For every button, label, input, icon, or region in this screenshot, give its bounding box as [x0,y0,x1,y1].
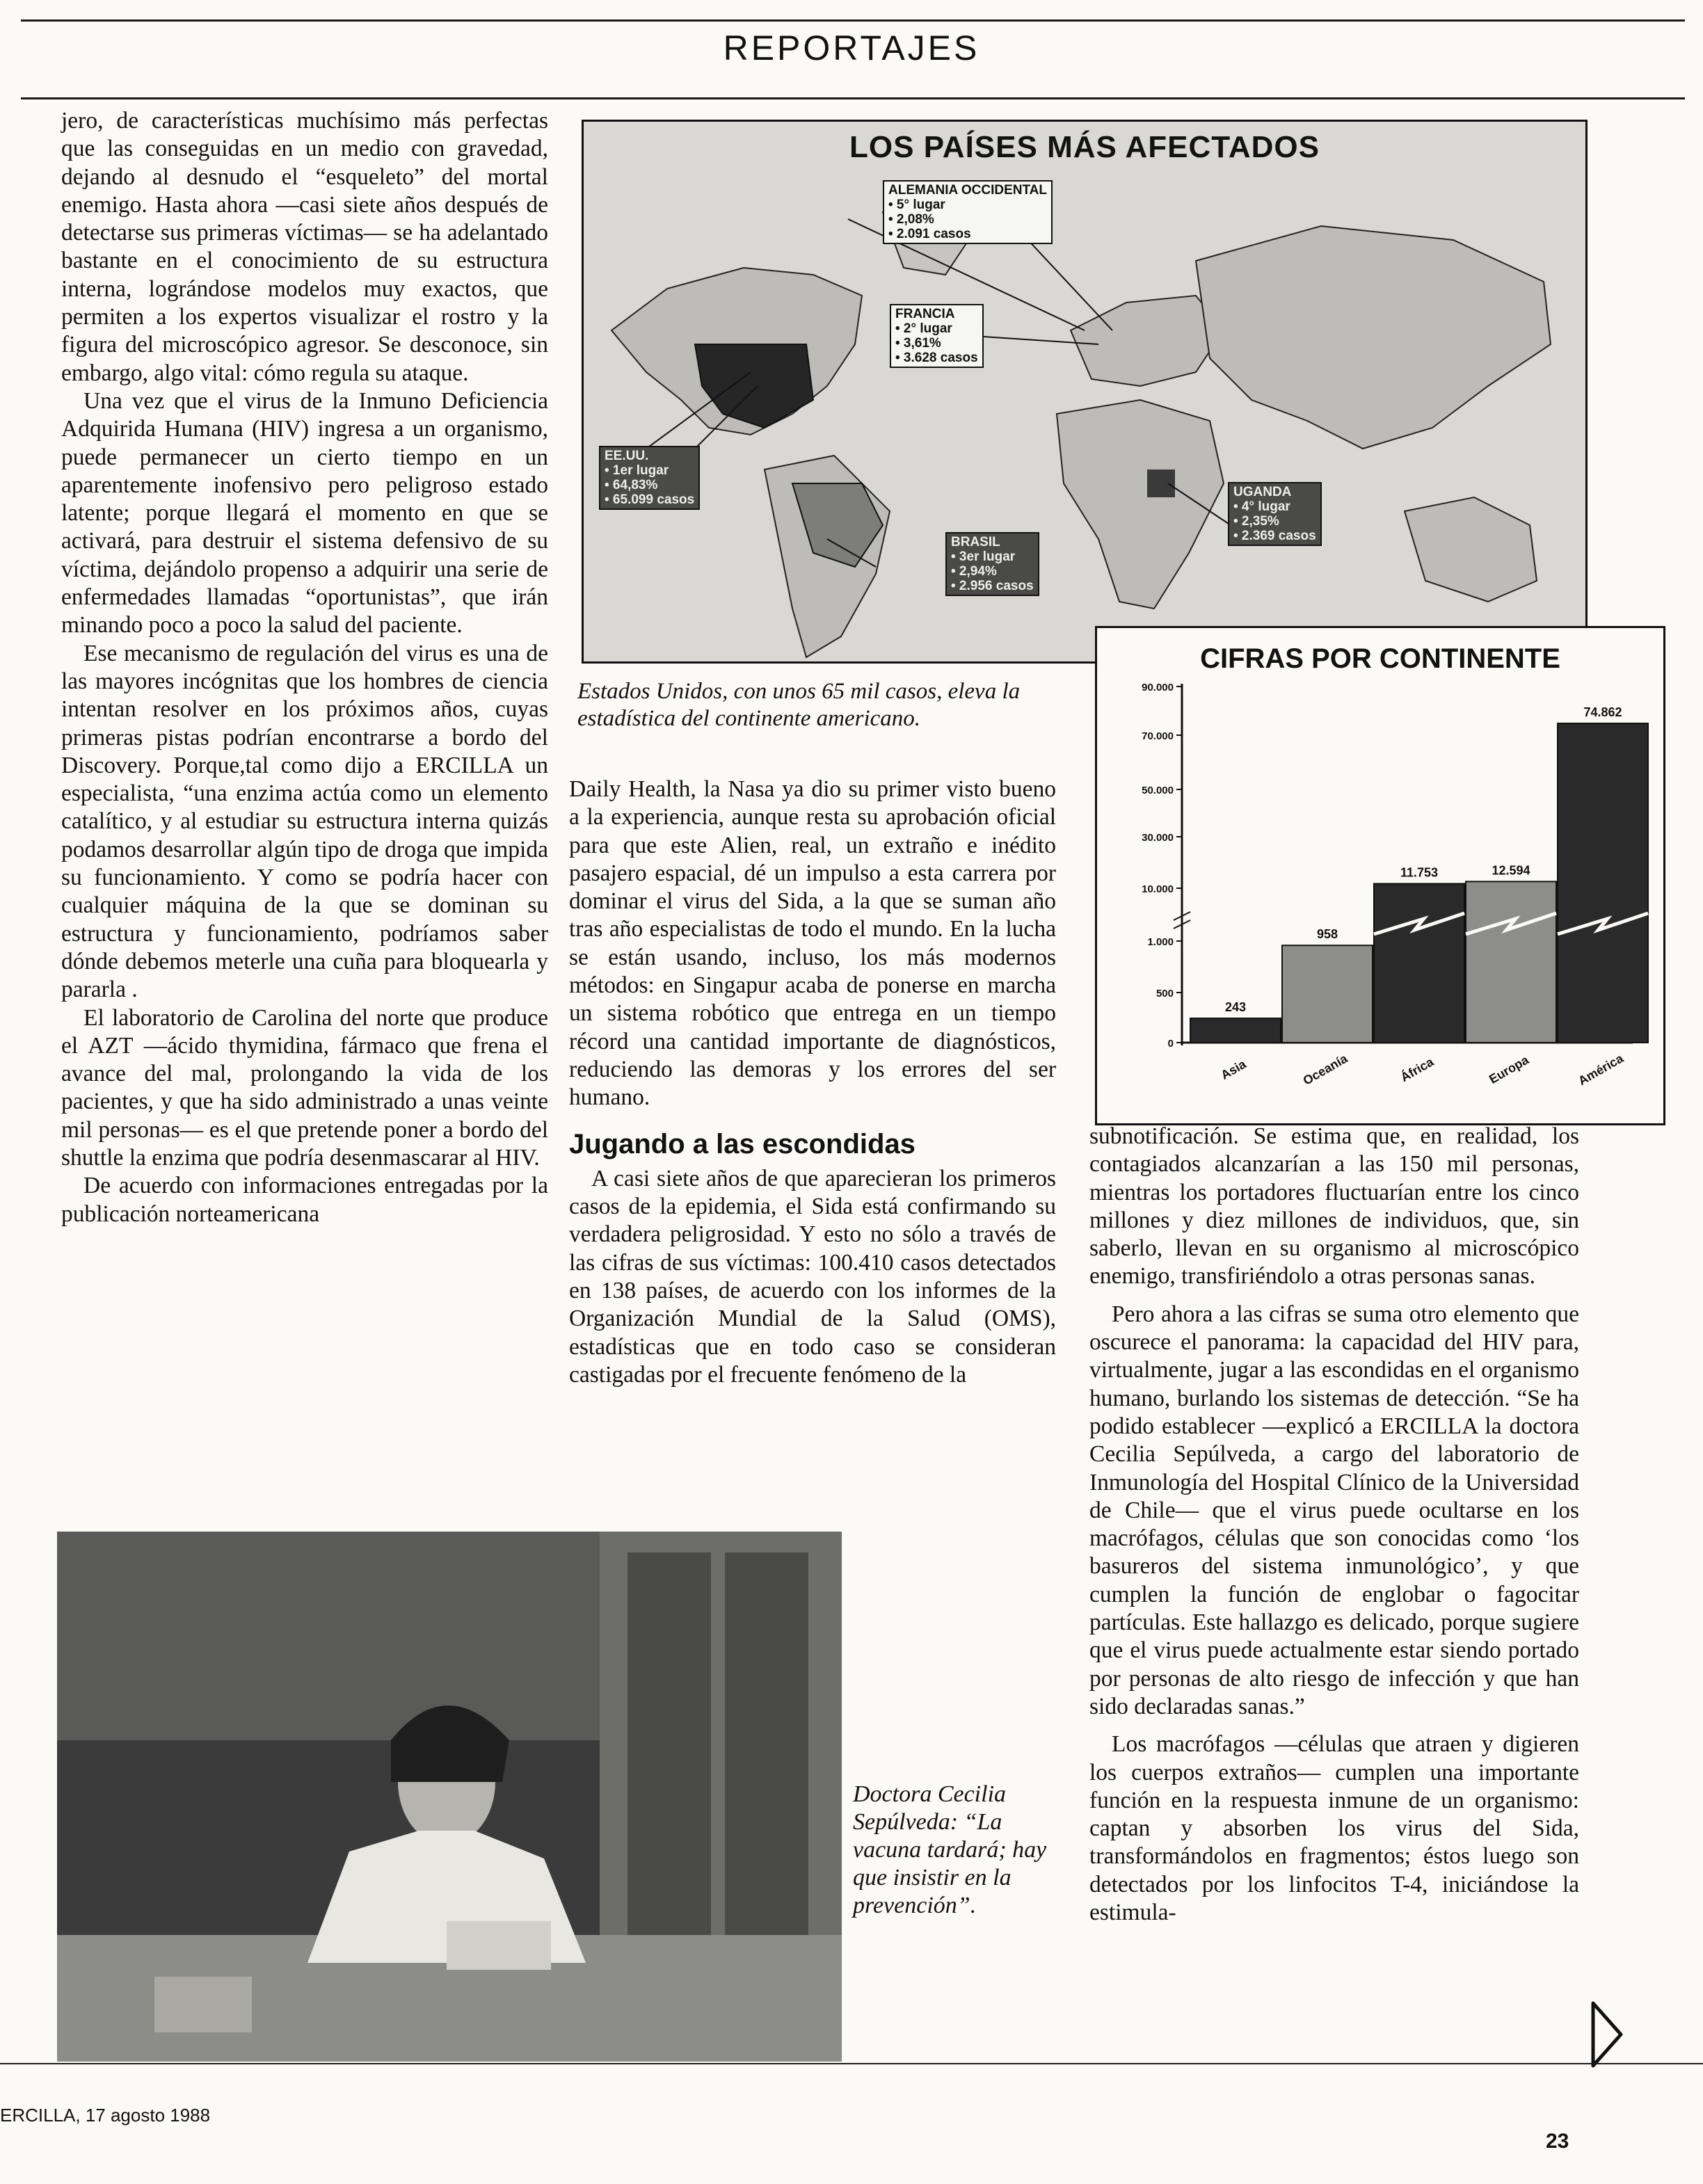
continue-arrow-icon [1586,1996,1628,2073]
paragraph: Daily Health, la Nasa ya dio su primer visto bueno a la experiencia, aunque resta su aprobación oficial para que este Alien, real, un extraño e inédito pasajero espacial, dé un impulso a esta carrera por dominar el virus del Sida, a la que se suman año tras año especialistas de todo el mundo. En la lucha se están usando, incluso, los más modernos métodos: en Singapur acaba de ponerse en marcha un sistema robótico que entrega en un tiempo récord una cantidad importante de diagnósticos, reduciendo las demoras y los errores del ser humano. [569,776,1056,1111]
info-box-france [890,304,984,368]
category-label: Asia [1218,1057,1249,1082]
percentage: • 2,94% [951,564,997,579]
cases: • 65.099 casos [605,492,695,507]
info-box-usa [599,446,700,510]
info-box-brazil [945,532,1039,596]
world-map-graphic [582,120,1588,664]
info-box-uganda [1228,482,1322,546]
percentage: • 3,61% [895,336,941,351]
bar-value-label: 74.862 [1583,705,1622,719]
paragraph: De acuerdo con informaciones entregadas por la publicación norteamericana [61,1173,548,1227]
column-1 [61,107,548,1228]
column-2 [569,776,1056,1389]
subheading: Jugando a las escondidas [569,1128,916,1159]
percentage: • 2,08% [888,212,934,227]
y-tick-label: 70.000 [1142,730,1174,742]
paragraph: A casi siete años de que aparecieran los primeros casos de la epidemia, el Sida está confirmando su verdadera peligrosidad. Y esto no sólo a través de las cifras de sus víctimas: 100.410 casos detectados en 138 países, de acuerdo con los informes de la Organización Mundial de la Salud (OMS), estadísticas que en todo caso se consideran castigadas por el frecuente fenómeno de la [569,1165,1056,1388]
photo-caption: Doctora Cecilia Sepúlveda: “La vacuna tardará; hay que insistir en la prevención”. [853,1781,1047,1918]
paragraph: Ese mecanismo de regulación del virus es una de las mayores incógnitas que los hombres de ciencia intentan resolver en los próximos años, cuyas primeras pistas podrían encontrarse a bordo del Discovery. Porque,tal como dijo a ERCILLA un especialista, “una enzima actúa como un elemento catalítico, y al estudiar su estructura interna quizás podamos desarrollar algún tipo de droga que impida su funcionamiento. Y como se podría hacer con cualquier máquina de la que se dominan su estructura y funcionamiento, podríamos saber dónde debemos meterle una cuña para bloquearla y pararla . [61,640,548,1003]
continent-bar-chart [1095,626,1665,1125]
map-caption: Estados Unidos, con unos 65 mil casos, eleva la estadística del continente americano. [577,679,1021,731]
category-label: África [1398,1054,1437,1085]
paragraph: subnotificación. Se estima que, en realidad, los contagiados alcanzarían a las 150 mil personas, mientras los portadores fluctuarían entre los cinco millones y diez millones de individuos, que, sin saberlo, llevan en su organismo al microscópico enemigo, transfiriéndolo a otras personas sanas. [1089,1123,1579,1290]
paragraph: El laboratorio de Carolina del norte que produce el AZT —ácido thymidina, fármaco que frena el avance del mal, prolongando la vida de los pacientes, y que ha sido administrado a unas veinte mil personas— es el que pretende poner a bordo del shuttle la enzima que podría desenmascarar al HIV. [61,1004,548,1171]
y-tick-label: 90.000 [1142,682,1174,693]
country-name: BRASIL [951,535,1000,549]
chart-plot [1097,628,1663,1123]
section-title: REPORTAJES [723,29,980,67]
chart-title: CIFRAS POR CONTINENTE [1200,643,1560,674]
bar-value-label: 11.753 [1400,865,1439,880]
rank: • 2° lugar [895,321,952,336]
country-name: UGANDA [1233,485,1292,499]
y-tick-label: 30.000 [1142,832,1174,844]
y-tick-label: 500 [1156,988,1174,999]
map-title: LOS PAÍSES MÁS AFECTADOS [849,130,1320,164]
paragraph: Los macrófagos —células que atraen y digieren los cuerpos extraños— cumplen una importante función en la respuesta inmune de un organismo: captan y absorben los virus del Sida, transformándolos en fragmentos; éstos luego son detectados por los linfocitos T-4, iniciándose la estimula- [1089,1731,1579,1926]
cases: • 2.369 casos [1233,529,1316,543]
country-name: ALEMANIA OCCIDENTAL [888,183,1047,198]
category-label: Oceanía [1300,1051,1350,1088]
cases: • 2.091 casos [888,227,971,241]
y-tick-label: 0 [1167,1038,1174,1050]
bar-value-label: 12.594 [1492,863,1530,878]
rank: • 3er lugar [951,549,1016,564]
y-tick-label: 50.000 [1142,785,1174,796]
footer-issue: ERCILLA, 17 agosto 1988 [0,2105,211,2126]
category-label: Europa [1487,1052,1531,1086]
country-name: FRANCIA [895,307,955,321]
bar-america [1558,723,1648,1043]
y-tick-label: 1.000 [1147,936,1174,948]
page-number: 23 [1546,2130,1569,2153]
cases: • 3.628 casos [895,351,978,365]
y-tick-label: 10.000 [1142,883,1174,895]
paragraph: Una vez que el virus de la Inmuno Deficiencia Adquirida Humana (HIV) ingresa a un organismo, puede permanecer un cierto tiempo en un aparentemente inofensivo pero peligroso estado latente; porque llegará el momento en que se activará, para destruir el sistema defensivo de su víctima, dejándolo propenso a adquirir una serie de enfermedades llamadas “oportunistas”, que irán minando poco a poco la salud del paciente. [61,387,548,639]
category-label: América [1576,1051,1626,1089]
bar-asia [1190,1018,1281,1043]
header-rule-bottom [21,97,1685,99]
bar-value-label: 958 [1316,927,1338,942]
percentage: • 2,35% [1233,514,1279,529]
bar-value-label: 243 [1224,1000,1247,1015]
country-name: EE.UU. [605,449,649,463]
bar-oceania [1282,945,1373,1043]
info-box-germany [883,180,1053,244]
bar-africa [1374,884,1464,1043]
header-rule-top [21,19,1685,22]
world-map-icon [584,122,1585,661]
photo-image [57,1532,842,2062]
paragraph: jero, de características muchísimo más perfectas que las conseguidas en un medio con gravedad, dejando al desnudo el “esqueleto” del mortal enemigo. Hasta ahora —casi siete años después de detectarse sus primeras víctimas— se ha adelantado bastante en el conocimiento de su estructura interna, lográndose modelos muy exactos, que permiten a los expertos visualizar el rostro y la figura del microscópico agresor. Se desconoce, sin embargo, algo vital: cómo regula su ataque. [61,108,548,386]
column-3 [1089,1123,1579,1927]
percentage: • 64,83% [605,478,658,492]
footer-rule [0,2063,1703,2064]
rank: • 4° lugar [1233,499,1290,514]
cases: • 2.956 casos [951,579,1034,593]
photo-doctor [57,1532,842,2062]
paragraph: Pero ahora a las cifras se suma otro elemento que oscurece el panorama: la capacidad del HIV para, virtualmente, jugar a las escondidas en el organismo humano, burlando los sistemas de detección. “Se ha podido establecer —explicó a ERCILLA la doctora Cecilia Sepúlveda, a cargo del laboratorio de Inmunología del Hospital Clínico de la Universidad de Chile— que el virus puede ocultarse en los macrófagos, células que son conocidas como ‘los basureros del sistema inmunológico’, y que cumplen la función de englobar o fagocitar partículas. Este hallazgo es delicado, porque sugiere que el virus puede actualmente estar siendo portado por personas de alto riesgo de infección y que han sido declaradas sanas.” [1089,1301,1579,1719]
bar-europa [1466,881,1556,1043]
rank: • 1er lugar [605,463,669,478]
rank: • 5° lugar [888,198,945,212]
